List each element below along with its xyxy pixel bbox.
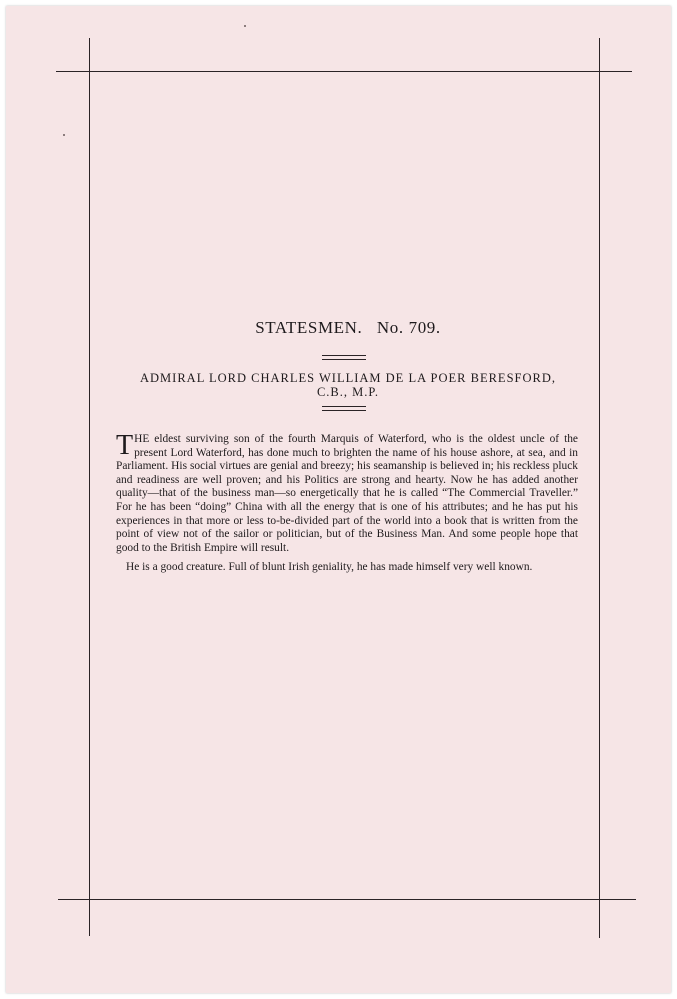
- subject-name: [96, 371, 600, 399]
- drop-cap: T: [116, 430, 134, 461]
- biography-paragraph-1: [116, 430, 578, 555]
- paper-speck: [244, 25, 246, 27]
- subject-name-line2: C.B., M.P.: [316, 385, 380, 399]
- frame-right-rule: [599, 38, 600, 938]
- paper-speck: [63, 134, 65, 136]
- biography-paragraph-2: He is a good creature. Full of blunt Irish geniality, he has made himself very well known.: [126, 561, 533, 574]
- name-divider: [322, 406, 366, 411]
- title-divider: [322, 355, 366, 360]
- frame-bottom-rule: [58, 899, 636, 900]
- section-title: STATESMEN. No. 709.: [255, 318, 441, 337]
- biography-text: [116, 430, 578, 575]
- frame-top-rule: [56, 71, 632, 72]
- frame-left-rule: [89, 38, 90, 936]
- paragraph-1-text: HE eldest surviving son of the fourth Marquis of Waterford, who is the oldest uncle of the present Lord Waterford, has done much to brighten the name of his house ashore, at sea, and in Parliament. His social virtues are genial and breezy; his seamanship is believed in; his reckless pluck and readiness are well proven; and his Politics are strong and hearty. Now he has added another quality—that of the business man—so energetically that he is called “The Commercial Traveller.” For he has been “doing” China with all the energy that is one of his attributes; and he has put his experiences in that more or less to-be-divided part of the world into a book that is written from the point of view not of the sailor or politician, but of the Business Man. And some people hope that good to the British Empire will result.: [116, 433, 578, 554]
- subject-name-line1: ADMIRAL LORD CHARLES WILLIAM DE LA POER BERESFORD,: [140, 371, 556, 385]
